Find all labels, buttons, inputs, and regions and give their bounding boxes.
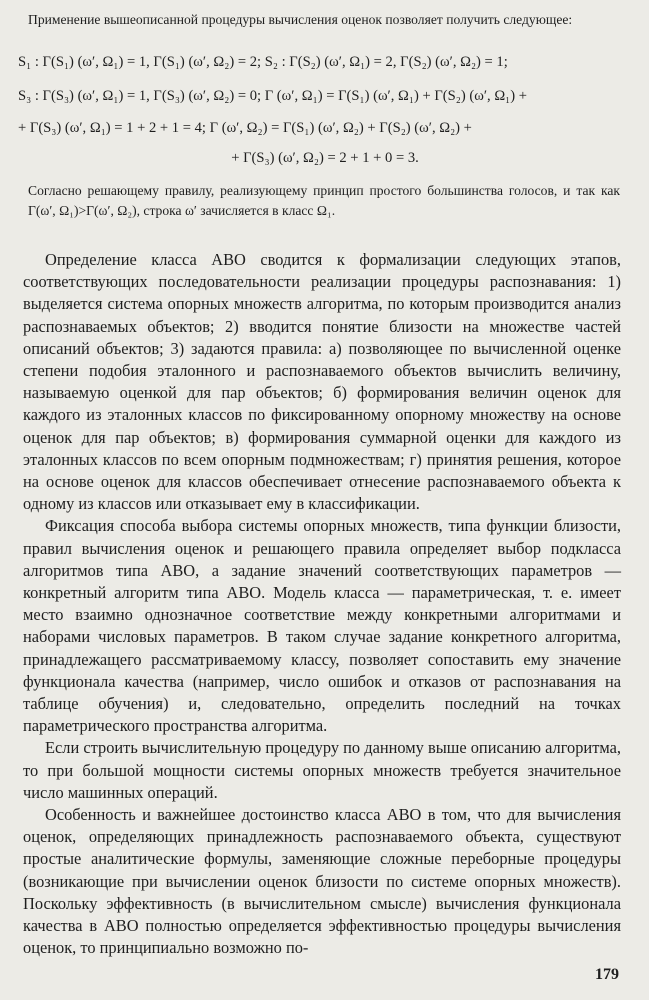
paragraph-abo-parameters: Фиксация способа выбора системы опорных множеств, типа функции близости, правил вычисления оценок и решающего правила определяет выбор подкласса алгоритмов типа АВО, а задание значений соответствующих параметров — конкретный алгоритм типа АВО. Модель класса — параметрическая, т. е. имеет место взаимно однозначное соответствие между конкретными алгоритмами и наборами числовых параметров. В таком случае задание конкретного алгоритма, принадлежащего рассматриваемому классу, позволяет сопоставить ему значение функционала качества (например, число ошибок и отказов от распознавания на таблице обучения) и, следовательно, определить последний на точках параметрического пространства алгоритма. [23, 516, 621, 736]
paragraph-abo-definition: Определение класса АВО сводится к формализации следующих этапов, соответствующих последовательности реализации процедуры распознавания: 1) выделяется система опорных множеств алгоритма, по которым производится анализ распознаваемых объектов; 2) вводится понятие близости на множестве частей описаний объектов; 3) задаются правила: а) позволяющее по вычисленной оценке степени подобия эталонного и распознаваемого объектов вычислить величину, называемую оценкой для пар объектов; б) формирования величин оценок для каждого из эталонных классов по фиксированному опорному множеству на основе оценок для пар объектов; в) формирования суммарной оценки для каждого из эталонных классов по всем опорным подмножествам; г) принятия решения, которое на основе оценок для классов обеспечивает отнесение распознаваемого объекта к одному из классов или отказывает ему в классификации. [23, 250, 621, 514]
formula-line-4: + Γ(S₃) (ω′, Ω₂) = 2 + 1 + 0 = 3. [231, 150, 419, 166]
intro-paragraph: Применение вышеописанной процедуры вычисления оценок позволяет получить следующее: [28, 12, 573, 27]
main-text [23, 249, 621, 960]
paragraph-computation-cost: Если строить вычислительную процедуру по данному выше описанию алгоритма, то при большой мощности системы опорных множеств требуется значительное число машинных операций. [23, 738, 621, 802]
paragraph-abo-advantage: Особенность и важнейшее достоинство класса АВО в том, что для вычисления оценок, определяющих принадлежность распознаваемого объекта, существуют простые аналитические формулы, заменяющие сложные переборные процедуры (возникающие при вычислении оценок близости по системе опорных множеств). Поскольку эффективность (в вычислительном смысле) вычисления функционала качества в АВО полностью определяется эффективностью процедуры вычисления оценок, то принципиально возможно по- [23, 805, 621, 958]
formula-line-2: S₃ : Γ(S₃) (ω′, Ω₁) = 1, Γ(S₃) (ω′, Ω₂) = 0; Γ (ω′, Ω₁) = Γ(S₁) (ω′, Ω₁) + Γ(S₂) (ω′, Ω₁) + [18, 88, 527, 104]
formula-line-1: S₁ : Γ(S₁) (ω′, Ω₁) = 1, Γ(S₁) (ω′, Ω₂) = 2; S₂ : Γ(S₂) (ω′, Ω₁) = 2, Γ(S₂) (ω′, Ω₂) = 1; [18, 54, 508, 70]
decision-rule-paragraph: Согласно решающему правилу, реализующему принцип простого большинства голосов, и так как Γ(ω′, Ω₁)>Γ(ω′, Ω₂), строка ω′ зачисляется в класс Ω₁. [28, 183, 620, 218]
page-number: 179 [595, 966, 619, 983]
formula-line-3: + Γ(S₃) (ω′, Ω₁) = 1 + 2 + 1 = 4; Γ (ω′, Ω₂) = Γ(S₁) (ω′, Ω₂) + Γ(S₂) (ω′, Ω₂) + [18, 120, 472, 136]
